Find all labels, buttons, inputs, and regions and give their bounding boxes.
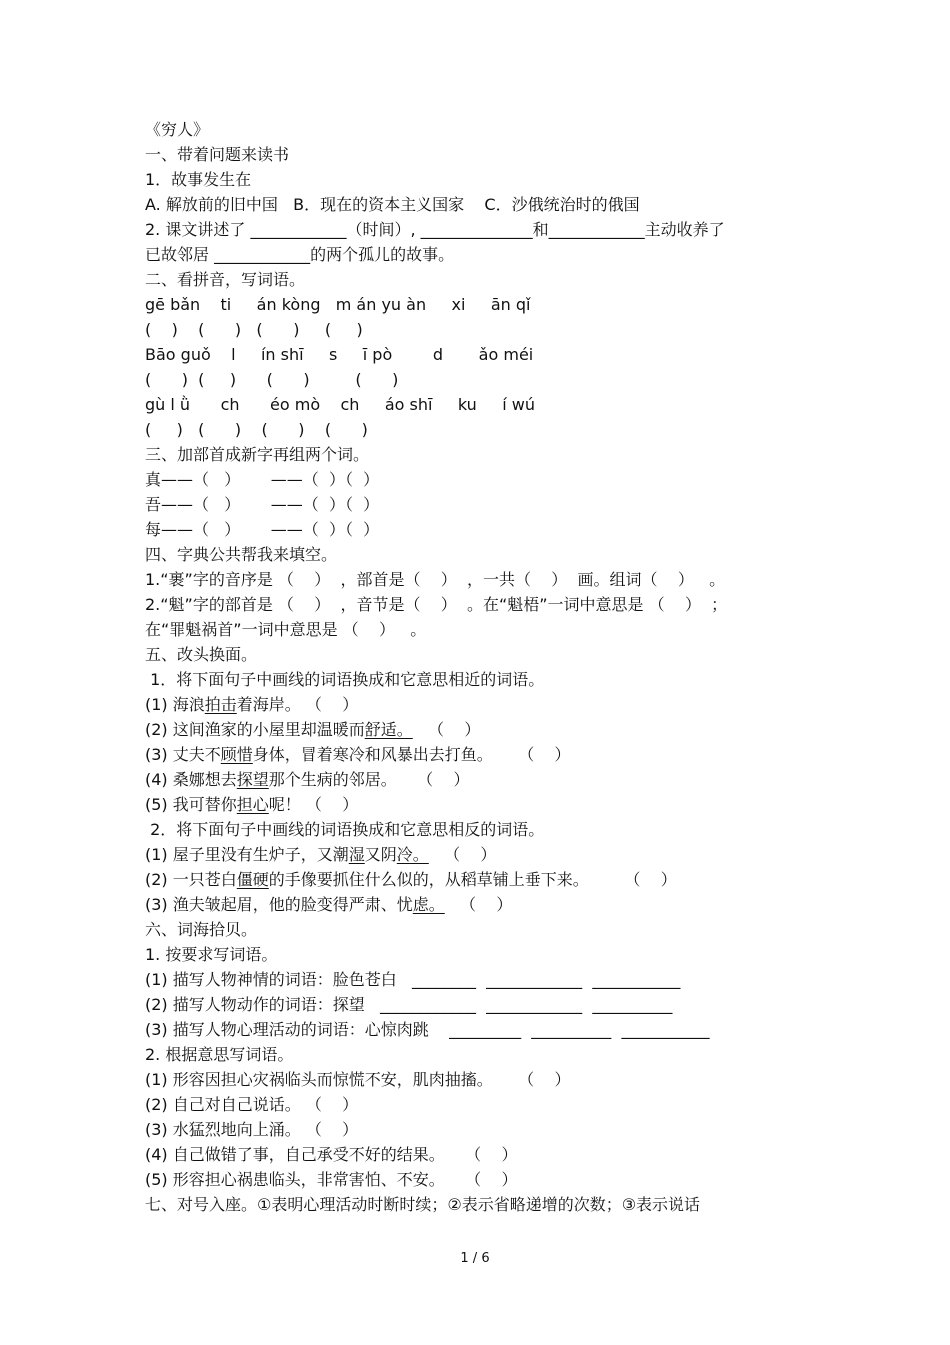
text-segment: (2) 这间渔家的小屋里却温暖而 (145, 720, 365, 739)
text-line (145, 1067, 810, 1092)
worksheet-content (145, 117, 810, 1217)
text-segment: 2．将下面句子中画线的词语换成和它意思相反的词语。 (145, 820, 545, 839)
text-segment: 1.“裹”字的音序是 （ ） ，部首是（ ） ，一共（ ） 画。组词（ ） 。 (145, 570, 726, 589)
text-segment: ( ) ( ) ( ) ( ) (145, 420, 368, 439)
text-segment: 1．将下面句子中画线的词语换成和它意思相近的词语。 (145, 670, 545, 689)
text-segment: 1．故事发生在 (145, 170, 252, 189)
text-segment: (2) 描写人物动作的词语：探望 ____________ ____________ __________ (145, 995, 673, 1014)
text-line (145, 1192, 810, 1217)
text-segment: Bāo guǒ l ín shī s ī pò d ǎo méi (145, 345, 534, 364)
text-segment: 三、加部首成新字再组两个词。 (145, 445, 370, 464)
text-line (145, 842, 810, 867)
text-line (145, 892, 810, 917)
text-segment: (2) 自己对自己说话。 （ ） (145, 1095, 359, 1114)
underlined-word: 舒适。 (364, 720, 413, 739)
text-line (145, 317, 810, 342)
text-segment: gē bǎn ti án kòng m án yu àn xi ān qǐ (145, 295, 531, 314)
underlined-word: 探望 (236, 770, 269, 789)
text-line (145, 392, 810, 417)
text-segment: 又阴 (364, 845, 397, 864)
text-segment: 身体，冒着寒冷和风暴出去打鱼。 （ ） (252, 745, 571, 764)
page-number: 1 / 6 (460, 1251, 490, 1266)
text-line (145, 717, 810, 742)
text-segment: ( ) ( ) ( ) ( ) (145, 370, 399, 389)
text-segment: （ ） (428, 845, 497, 864)
underlined-word: 拍击 (204, 695, 237, 714)
text-line (145, 1042, 810, 1067)
underlined-word: 顾惜 (220, 745, 253, 764)
text-segment: (3) 渔夫皱起眉，他的脸变得严肃、忧 (145, 895, 413, 914)
text-segment: 真——（ ） ——（ ）（ ） (145, 470, 380, 489)
text-line (145, 142, 810, 167)
underlined-word: 冷。 (396, 845, 429, 864)
text-line (145, 767, 810, 792)
text-line (145, 492, 810, 517)
text-segment: (3) 描写人物心理活动的词语：心惊肉跳 _________ __________ ___________ (145, 1020, 710, 1039)
text-line (145, 1117, 810, 1142)
text-segment: (4) 自己做错了事，自己承受不好的结果。 （ ） (145, 1145, 518, 1164)
text-line (145, 217, 810, 242)
text-line (145, 442, 810, 467)
text-line (145, 667, 810, 692)
text-segment: 1. 按要求写词语。 (145, 945, 278, 964)
text-segment: 吾——（ ） ——（ ）（ ） (145, 495, 380, 514)
text-line (145, 342, 810, 367)
text-segment: 五、改头换面。 (145, 645, 258, 664)
text-segment: 四、字典公共帮我来填空。 (145, 545, 338, 564)
text-line (145, 967, 810, 992)
text-line (145, 417, 810, 442)
text-segment: 呢！ （ ） (268, 795, 359, 814)
text-segment: 一、带着问题来读书 (145, 145, 290, 164)
text-line (145, 617, 810, 642)
text-line (145, 567, 810, 592)
text-segment: (5) 我可替你 (145, 795, 237, 814)
text-line (145, 792, 810, 817)
text-line (145, 742, 810, 767)
text-segment: 2.“魁”字的部首是 （ ） ，音节是（ ） 。在“魁梧”一词中意思是 （ ） ； (145, 595, 728, 614)
text-segment: 那个生病的邻居。 （ ） (268, 770, 470, 789)
text-segment: 《穷人》 (145, 120, 210, 139)
text-segment: 二、看拼音，写词语。 (145, 270, 306, 289)
text-segment: 2. 课文讲述了 ____________（时间）, ______________和____________主动收养了 (145, 220, 725, 239)
text-line (145, 917, 810, 942)
text-line (145, 592, 810, 617)
text-line (145, 292, 810, 317)
underlined-word: 湿 (348, 845, 365, 864)
text-segment: 的手像要抓住什么似的，从稻草铺上垂下来。 （ ） (268, 870, 677, 889)
text-segment: (1) 描写人物神情的词语：脸色苍白 ________ ____________ ___________ (145, 970, 681, 989)
text-segment: 已故邻居 ____________的两个孤儿的故事。 (145, 245, 455, 264)
text-segment: (1) 形容因担心灾祸临头而惊慌不安，肌肉抽搐。 （ ） (145, 1070, 571, 1089)
text-line (145, 242, 810, 267)
text-line (145, 367, 810, 392)
text-line (145, 517, 810, 542)
text-line (145, 642, 810, 667)
text-line (145, 1017, 810, 1042)
text-segment: 2. 根据意思写词语。 (145, 1045, 294, 1064)
text-segment: 六、词海拾贝。 (145, 920, 258, 939)
text-segment: A. 解放前的旧中国 B．现在的资本主义国家 C．沙俄统治时的俄国 (145, 195, 640, 214)
text-line (145, 1092, 810, 1117)
text-line (145, 467, 810, 492)
text-line (145, 1167, 810, 1192)
text-line (145, 867, 810, 892)
text-segment: (5) 形容担心祸患临头，非常害怕、不安。 （ ） (145, 1170, 518, 1189)
text-line (145, 542, 810, 567)
text-line (145, 942, 810, 967)
underlined-word: 虑。 (412, 895, 445, 914)
text-segment: （ ） (412, 720, 481, 739)
text-line (145, 192, 810, 217)
text-segment: 每——（ ） ——（ ）（ ） (145, 520, 380, 539)
text-segment: (3) 丈夫不 (145, 745, 221, 764)
text-line (145, 992, 810, 1017)
text-line (145, 692, 810, 717)
text-segment: (4) 桑娜想去 (145, 770, 237, 789)
text-segment: gù l ǜ ch éo mò ch áo shī ku í wú (145, 395, 535, 414)
text-segment: （ ） (444, 895, 513, 914)
text-line (145, 267, 810, 292)
text-segment: 在“罪魁祸首”一词中意思是 （ ） 。 (145, 620, 427, 639)
underlined-word: 僵硬 (236, 870, 269, 889)
text-segment: (2) 一只苍白 (145, 870, 237, 889)
text-segment: 着海岸。 （ ） (236, 695, 359, 714)
text-segment: 七、对号入座。①表明心理活动时断时续；②表示省略递增的次数；③表示说话 (145, 1195, 701, 1214)
text-segment: (1) 屋子里没有生炉子，又潮 (145, 845, 349, 864)
text-segment: (1) 海浪 (145, 695, 205, 714)
text-line (145, 1142, 810, 1167)
text-segment: (3) 水猛烈地向上涌。 （ ） (145, 1120, 359, 1139)
text-line (145, 167, 810, 192)
underlined-word: 担心 (236, 795, 269, 814)
text-segment: ( ) ( ) ( ) ( ) (145, 320, 363, 339)
text-line (145, 117, 810, 142)
text-line (145, 817, 810, 842)
